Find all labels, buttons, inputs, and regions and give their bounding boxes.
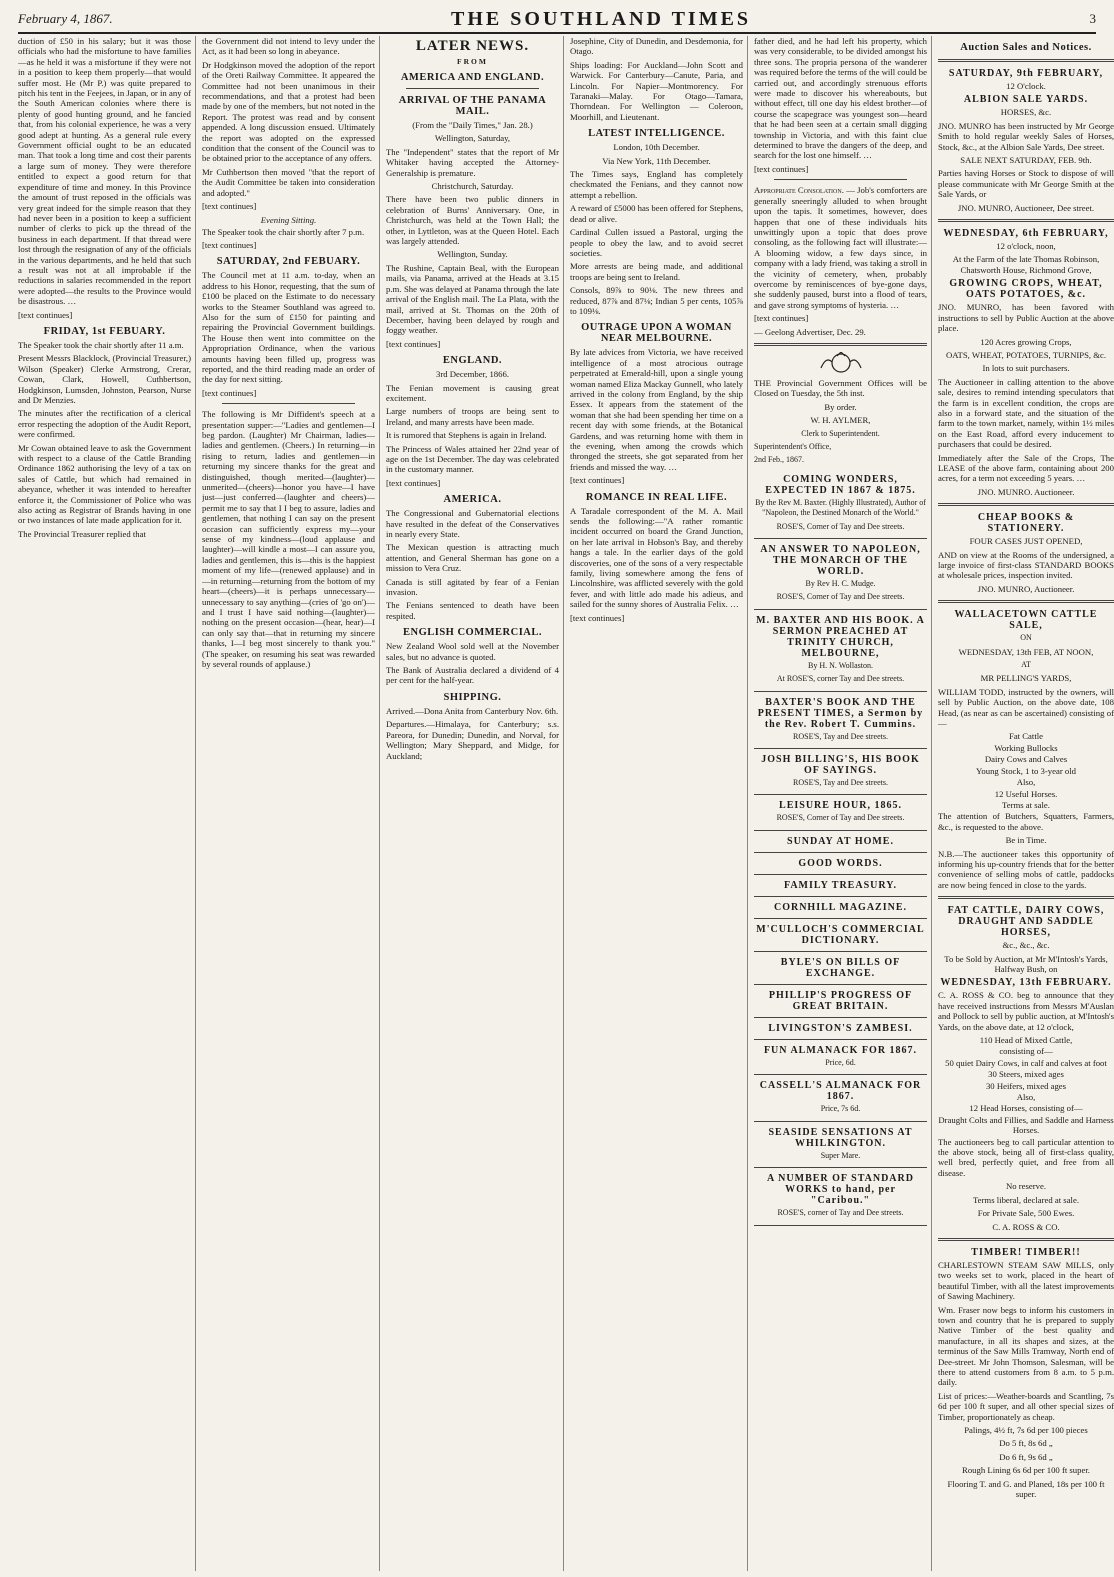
wallacetown-date: WEDNESDAY, 13th FEB, AT NOON,	[958, 646, 1094, 657]
columns	[18, 36, 1114, 1571]
dateline: Wellington, Saturday,	[434, 133, 511, 144]
auction-signature: JNO. MUNRO, Auctioneer, Dee street.	[957, 202, 1095, 213]
divider	[938, 59, 1114, 62]
divider	[938, 896, 1114, 899]
book-ad	[754, 1075, 927, 1121]
divider	[774, 179, 907, 180]
wallacetown-title: WALLACETOWN CATTLE SALE,	[954, 609, 1098, 632]
auction-next: SALE NEXT SATURDAY, FEB. 9th.	[960, 155, 1092, 166]
article-paragraph: [text continues]	[570, 612, 625, 623]
notice-name: W. H. AYLMER,	[810, 415, 871, 426]
book-ad-title: COMING WONDERS, EXPECTED IN 1867 & 1875.	[765, 473, 916, 496]
cheap-books-title: CHEAP BOOKS & STATIONERY.	[977, 512, 1075, 535]
article-paragraph: The Speaker took the chair shortly after 7 p.m.	[202, 226, 365, 237]
book-ad-author: Super Mare.	[820, 1150, 861, 1160]
source-line: (From the "Daily Times," Jan. 28.)	[412, 120, 533, 130]
book-ad	[754, 853, 927, 875]
article-paragraph	[754, 185, 927, 310]
book-ad-shop: ROSE'S, Tay and Dee streets.	[793, 778, 888, 788]
dateline: Via New York, 11th December.	[602, 155, 711, 166]
book-ad-shop: ROSE'S, Corner of Tay and Dee streets.	[776, 592, 905, 602]
list-item: 110 Head of Mixed Cattle,	[979, 1035, 1073, 1045]
auction-note: The Auctioneer in calling attention to the above sale, desires to remind intending speculators that the farm is in excellent condition, the crops are also in a forward state, and the situation of the farm to the town market, namely, within 1½ miles on the East Road, afford every inducement to purchasers that could be desired.	[938, 376, 1114, 450]
auction-place: ALBION SALE YARDS.	[963, 94, 1089, 106]
article-paragraph: A reward of £5000 has been offered for Stephens, dead or alive.	[570, 203, 743, 224]
book-ad-author: By the Rev M. Baxter. (Highly Illustrated), Author of "Napoleon, the Destined Monarch of the World."	[755, 497, 926, 518]
article-paragraph: There have been two public dinners in celebration of Burns' Anniversary. One, in Christchurch, was held at the Town Hall; the other, in Lyttleton, was at the Queen Hotel. Each was largely attended.	[386, 194, 559, 247]
timber-price: Rough Lining 6s 6d per 100 ft super.	[962, 1465, 1090, 1476]
issue-date: February 4, 1867.	[18, 11, 113, 26]
book-ad-title: M. BAXTER AND HIS BOOK. A SERMON PREACHED AT TRINITY CHURCH, MELBOURNE,	[756, 614, 925, 659]
article-paragraph: [text continues]	[202, 239, 257, 250]
notice-title: Clerk to Superintendent.	[801, 428, 880, 438]
timber-price: Do 6 ft, 9s 6d „	[999, 1451, 1053, 1462]
article-paragraph: A Taradale correspondent of the M. A. Mail sends the following:—"A rather romantic incident occurred on board the Grand Junction, on her late arrival in Hobson's Bay, and thereby hangs a tale. In the earlier days of the gold discoveries, one of the sons of a very respectable family, living somewhere among the fens of Lincolnshire, was afflicted severely with the gold fever, and with little ado made his adieus, and sailed for the sunny shores of Australia Felix. …	[570, 505, 743, 610]
consolation-label: Appropriate Consolation.	[754, 185, 844, 196]
america-heading: AMERICA.	[443, 494, 502, 506]
fat-cattle-signature: C. A. ROSS & CO.	[992, 1221, 1060, 1232]
column-4	[570, 36, 748, 1571]
book-ad	[754, 919, 927, 952]
article-paragraph: [text continues]	[386, 338, 441, 349]
auction-date: SATURDAY, 9th FEBRUARY,	[948, 68, 1104, 79]
article-paragraph: By late advices from Victoria, we have received intelligence of a most atrocious outrage perpetrated at Emerald-hill, upon a single young woman named Eliza Mackay Gunnell, who lately arrived in the colony from England, by the ship Essex. It appears from the statement of the woman that she had been spending her time on a recent day with some friends, at the Botanical Gardens, and was returning home with them in the evening, when among the crowds which thronged the streets, she got separated from her friends and missed the way. …	[570, 347, 743, 472]
article-paragraph: It is rumored that Stephens is again in Ireland.	[386, 430, 547, 441]
cheap-books-sub: FOUR CASES JUST OPENED,	[969, 536, 1083, 547]
book-ad-author: By H. N. Wollaston.	[808, 660, 873, 670]
article-paragraph: [text continues]	[18, 309, 73, 320]
auction-lots: In lots to suit purchasers.	[982, 363, 1070, 374]
auction-signature: JNO. MUNRO. Auctioneer.	[977, 486, 1075, 497]
book-ad-title: BAXTER'S BOOK AND THE PRESENT TIMES, a Sermon by the Rev. Robert T. Cummins.	[757, 696, 924, 730]
dateline: Christchurch, Saturday.	[431, 181, 514, 192]
article-paragraph: The Mexican question is attracting much attention, and General Sherman has gone on a mission to Vera Cruz.	[386, 542, 559, 574]
book-ad	[754, 692, 927, 749]
book-ad	[754, 539, 927, 610]
column-6	[938, 36, 1114, 1571]
fat-cattle-sold: To be Sold by Auction, at Mr M'Intosh's Yards, Halfway Bush, on	[944, 953, 1108, 974]
list-item: Terms at sale.	[1002, 799, 1050, 810]
book-ad-title: FAMILY TREASURY.	[783, 879, 898, 891]
outrage-heading: OUTRAGE UPON A WOMAN NEAR MELBOURNE.	[581, 322, 732, 345]
timber-list: List of prices:—Weather-boards and Scantling, 7s 6d per 100 ft super, and all other special sizes of Timber, proportionately as cheap.	[938, 1390, 1114, 1422]
notice-order: By order.	[824, 401, 857, 412]
wallacetown-place: MR PELLING'S YARDS,	[980, 673, 1072, 684]
book-ad	[754, 1168, 927, 1225]
fat-cattle-etc: &c., &c., &c.	[1002, 940, 1050, 951]
commercial-heading: ENGLISH COMMERCIAL.	[402, 627, 542, 639]
book-ad	[754, 897, 927, 919]
list-item: Draught Colts and Fillies, and Saddle and Harness Horses.	[938, 1114, 1114, 1136]
auction-time: 12 o'clock, noon,	[996, 241, 1056, 252]
article-paragraph: Canada is still agitated by fear of a Fenian invasion.	[386, 576, 559, 598]
fat-cattle-private: For Private Sale, 500 Ewes.	[977, 1208, 1075, 1219]
article-paragraph: Large numbers of troops are being sent to Ireland, and many arrests have been made.	[386, 406, 559, 427]
article-paragraph: [text continues]	[202, 387, 257, 398]
auction-signature: JNO. MUNRO, Auctioneer.	[977, 583, 1075, 594]
list-item: 30 Steers, mixed ages	[988, 1069, 1064, 1080]
article-paragraph: Dr Hodgkinson moved the adoption of the report of the Oreti Railway Committee. It appeared the Committee had not been unanimous in their recommendations, and that a protest had been made by one of the members, but not noted in the Report. The protest was read and by consent appended. A long discussion ensued. Ultimately the report was adopted on the expressed condition that the consent of the Council was to be obtained prior to the acceptance of any offers.	[202, 59, 375, 164]
timber-price: Palings, 4½ ft, 7s 6d per 100 pieces	[964, 1425, 1088, 1435]
article-paragraph: Mr Cowan obtained leave to ask the Government with respect to a clause of the Cattle Branding Ordinance 1862 authorising the levy of a tax on sales of Cattle, but which had remained in abeyance, whether it was intended to hereafter enforce it, the Commissioner of Police who was also acting as Registrar of Brands having in one or two instances of late made application for it.	[18, 442, 191, 526]
article-paragraph: [text continues]	[570, 475, 625, 486]
wallacetown-items	[938, 731, 1114, 810]
section-subheading: Evening Sitting.	[260, 214, 317, 225]
book-ad-shop: At ROSE'S, corner Tay and Dee streets.	[776, 674, 905, 684]
article-paragraph: Josephine, City of Dunedin, and Desdemonia, for Otago.	[570, 36, 743, 57]
column-3	[386, 36, 564, 1571]
dateline: Wellington, Sunday.	[437, 249, 508, 260]
shipping-heading: SHIPPING.	[443, 691, 502, 703]
fat-cattle-terms: Terms liberal, declared at sale.	[972, 1194, 1079, 1205]
article-paragraph: [text continues]	[386, 477, 441, 488]
book-ad-shop: ROSE'S, corner of Tay and Dee streets.	[777, 1208, 904, 1218]
book-ad-title: LIVINGSTON'S ZAMBESI.	[768, 1022, 913, 1034]
book-ad	[754, 1122, 927, 1168]
list-item: 12 Head Horses, consisting of—	[969, 1103, 1083, 1114]
timber-body: CHARLESTOWN STEAM SAW MILLS, only two weeks set to work, placed in the heart of beautiful Timber, with all the latest improvements of Sawing Machinery.	[938, 1259, 1114, 1302]
later-news-heading: LATER NEWS.	[415, 38, 530, 54]
timber-title: TIMBER! TIMBER!!	[971, 1246, 1081, 1258]
auction-header: Auction Sales and Notices.	[960, 42, 1092, 53]
book-ad-title: PHILLIP'S PROGRESS OF GREAT BRITAIN.	[768, 989, 913, 1012]
auction-body: JNO. MUNRO has been instructed by Mr George Smith to hold regular weekly Sales of Horses, Stock, &c., at the Albion Sale Yards, Dee street.	[938, 120, 1114, 152]
divider	[938, 503, 1114, 506]
article-paragraph: Ships loading: For Auckland—John Scott and Warwick. For Canterbury—Canute, Paria, and Lincoln. For Napier—Montmorency. For Taranaki—Malay. For Otago—Tamara, Thorndean. For Wellington — Coleroon, Moorhill, and Lieutenant.	[570, 59, 743, 122]
article-paragraph: [text continues]	[754, 163, 809, 174]
article-paragraph: The Fenians sentenced to death have been respited.	[386, 600, 559, 621]
book-ad-title: SEASIDE SENSATIONS AT WHILKINGTON.	[768, 1126, 913, 1149]
list-item: 30 Heifers, mixed ages	[985, 1080, 1067, 1091]
book-ad-author: Price, 6d.	[825, 1057, 856, 1067]
notice-date: 2nd Feb., 1867.	[754, 455, 804, 465]
america-england-heading: AMERICA AND ENGLAND.	[400, 72, 545, 83]
fat-cattle-body: C. A. ROSS & CO. beg to announce that they have received instructions from Messrs M'Auslan and Pollock to sell by public auction, at M'Intosh's Yards, on the above date, at 12 o'clock,	[938, 990, 1114, 1032]
divider	[754, 343, 927, 346]
section-heading: SATURDAY, 2nd FEBUARY.	[216, 256, 361, 268]
book-ad-title: M'CULLOCH'S COMMERCIAL DICTIONARY.	[756, 923, 925, 946]
royal-crest-icon	[818, 352, 864, 374]
wallacetown-nb: N.B.—The auctioneer takes this opportunity of informing his up-country friends that for the better convenience of selling mobs of cattle, paddocks are now being fenced in close to the yards.	[938, 848, 1114, 890]
latest-heading: LATEST INTELLIGENCE.	[588, 128, 725, 140]
auction-crops: OATS, WHEAT, POTATOES, TURNIPS, &c.	[945, 349, 1107, 360]
article-paragraph: The minutes after the rectification of a clerical error respecting the adoption of the Audit Report, were confirmed.	[18, 408, 191, 440]
book-ad-title: CORNHILL MAGAZINE.	[773, 901, 907, 913]
article-paragraph: duction of £50 in his salary; but it was those officials who had the misfortune to have families—as he held it was a misfortune if they were not in a position to keep them properly—that would suffer most. He (Mr P.) was quite prepared to pitch his tent in the Feejees, in Japan, or in any of the South American colonies where there is plenty of good hunting ground, and he fancied that, from his colonial experience, he was a very good adept at hunting. As a general rule every Government official ought to be an educated man. That took a long time and cost their parents a large sum of money. They were therefore entitled to expect a good return for that expenditure of time and money. In this Province the amount of trust reposed in the officials was very great indeed for the simple reason that they had never been in a position to keep a sufficient number of clerks to pick up the thread of the business in each department. If that thread were lost through the resignation of any of the officials in the various departments, and he held that such a result was not at all improbable if the reductions in salaries recommended in the report were adopted—the results to the Province would be disastrous. …	[18, 36, 191, 307]
book-ad	[754, 985, 927, 1018]
book-ad	[754, 1040, 927, 1075]
article-paragraph: the Government did not intend to levy under the Act, as it had been so long in abeyance.	[202, 36, 375, 57]
auction-what: GROWING CROPS, WHEAT, OATS POTATOES, &c.	[949, 278, 1103, 301]
dateline: 3rd December, 1866.	[436, 369, 509, 380]
timber-price: Flooring T. and G. and Planed, 18s per 100 ft super.	[947, 1478, 1105, 1500]
book-ad-title: AN ANSWER TO NAPOLEON, THE MONARCH OF THE WORLD.	[760, 544, 921, 578]
list-item: Also,	[1016, 777, 1036, 788]
list-item: Working Bullocks	[994, 742, 1058, 753]
column-5	[754, 36, 932, 1571]
fat-cattle-note: The auctioneers beg to call particular attention to the above stock, being all of first-class quality, well bred, perfectly quiet, and free from all disease.	[938, 1136, 1114, 1178]
notice-text: THE Provincial Government Offices will be Closed on Tuesday, the 5th inst.	[754, 377, 927, 399]
article-paragraph: The Fenian movement is causing great excitement.	[386, 382, 559, 403]
article-paragraph: Departures.—Himalaya, for Canterbury; s.s. Pareora, for Dunedin; Dunedin, and Norval, for Wellington; Mary Sheppard, and Midge, for Auckland;	[386, 719, 559, 761]
fat-cattle-title: FAT CATTLE, DAIRY COWS, DRAUGHT AND SADDLE HORSES,	[947, 905, 1105, 939]
book-ad-author: By Rev H. C. Mudge.	[805, 579, 876, 589]
england-heading: ENGLAND.	[442, 355, 503, 367]
list-item: Dairy Cows and Calves	[984, 754, 1068, 765]
book-ad-title: GOOD WORDS.	[798, 857, 883, 869]
book-ad-title: LEISURE HOUR, 1865.	[779, 800, 902, 812]
wallacetown-on: ON	[1020, 633, 1032, 643]
list-item: consisting of—	[999, 1046, 1053, 1057]
article-paragraph: — Geelong Advertiser, Dec. 29.	[754, 326, 866, 337]
book-ad	[754, 831, 927, 853]
book-ad-author: Price, 7s 6d.	[820, 1104, 861, 1114]
article-paragraph: The following is Mr Diffident's speech at a presentation supper:—"Ladies and gentlemen—I beg pardon. (Laughter) Mr Chairman, ladies—ladies and gentlemen. (Cheers.) In returning—in rising to return, ladies and gentlemen—in returning my sincere thanks for the great and distinguished, though merited—(laughter)—unmerited—(cheers)—honor you have—I have just—just conferred—(laughter and cheers)—permit me to say that I I beg to assure, ladies and gentlemen, that nothing I can say on the present occasion can sufficiently express my—your sense of my kindness—(loud applause and laughter)—will kindle a most—I can assure you, ladies and gentlemen, this is—this is the happiest moment of my life—(renewed applause) and in—in returning—returning from the bottom of my heart—(cheers)—it is perhaps unnecessary—unnecessary to say anything—(cries of 'go on')—and I trust I have said nothing—(laughter)—nothing on the present occasion—(hear, hear)—I can only say that—that in returning my sincere thanks, I—I beg most sincerely to thank you." (The speaker, on resuming his seat was rewarded by several rounds of applause.)	[202, 409, 375, 669]
heading-from: FROM	[457, 57, 488, 66]
article-paragraph: Mr Cuthbertson then moved "that the report of the Audit Committee be taken into consideration and adopted."	[202, 166, 375, 198]
book-ad-shop: ROSE'S, Tay and Dee streets.	[793, 731, 888, 741]
book-ad-list	[754, 469, 927, 1226]
list-item: 12 Useful Horses.	[994, 788, 1058, 799]
list-item: Also,	[1016, 1092, 1036, 1103]
timber-body: Wm. Fraser now begs to inform his customers in town and country that he is prepared to supply Native Timber of the best quality and manufacture, in all its shapes and sizes, at the terminus of the Saw Mills Tramway, North end of Dee-street. Mr John Thomson, Salesman, will be there to attend customers from 8 a.m. to 5 p.m. daily.	[938, 1304, 1114, 1388]
dateline: London, 10th December.	[613, 142, 700, 153]
book-ad	[754, 795, 927, 830]
cheap-books-body: AND on view at the Rooms of the undersigned, a large invoice of first-class STANDARD BOOKS at wholesale prices, inspection invited.	[938, 549, 1114, 581]
auction-acres: 120 Acres growing Crops,	[980, 336, 1072, 347]
article-paragraph: More arrests are being made, and additional troops are being sent to Ireland.	[570, 261, 743, 282]
article-paragraph: [text continues]	[202, 201, 257, 212]
masthead	[18, 6, 1096, 34]
divider	[406, 88, 539, 89]
book-ad	[754, 875, 927, 897]
wallacetown-note: The attention of Butchers, Squatters, Farmers, &c., is requested to the above.	[938, 811, 1114, 832]
book-ad	[754, 469, 927, 539]
article-paragraph: The Council met at 11 a.m. to-day, when an address to his Honor, requesting, that the sum of £100 be placed on the Estimate to do necessary works to the Steamer Southland was agreed to. Also for the sum of £150 for painting and repairing the Provincial Government buildings. The House then went into committee on the Appropriation Ordinance, when the various amounts having been filled up, progress was reported, and the third reading made an order of the day for next sitting.	[202, 270, 375, 385]
notice-office: Superintendent's Office,	[754, 442, 832, 451]
wallacetown-time: Be in Time.	[1005, 835, 1047, 846]
article-paragraph: Present Messrs Blacklock, (Provincial Treasurer,) Wilson (Speaker) Clerke Armstrong, Crerar, Cowan, Clark, Howell, Cuthbertson, Hodgkinson, Lumsden, Johnston, Pearson, Nurse and Dr Menzies.	[18, 353, 191, 405]
consolation-text: — Job's comforters are generally sneeringly alluded to when brought upon the tapis. It sometimes, however, does happen that one of these individuals hits unwittingly upon a topic that does prove consoling, as the following fact will illustrate:—A blooming widow, a few days since, in company with a lady friend, was taking a stroll in the vicinity of cemetery, when, probably overcome by reminiscences of bye-gone days, she suddenly paused, burst into a flood of tears, and gave strong symptoms of hysteria. …	[754, 185, 928, 310]
newspaper-title: THE SOUTHLAND TIMES	[451, 7, 752, 30]
section-heading: FRIDAY, 1st FEBUARY.	[43, 325, 166, 337]
auction-time: 12 O'clock.	[1006, 81, 1046, 91]
column-2	[202, 36, 380, 1571]
fat-cattle-date: WEDNESDAY, 13th FEBRUARY.	[940, 977, 1112, 989]
book-ad-title: CASSELL'S ALMANACK FOR 1867.	[759, 1080, 922, 1103]
book-ad	[754, 749, 927, 795]
wallacetown-body: WILLIAM TODD, instructed by the owners, will sell by Public Auction, on the above date, 108 Head, (as near as can be ascertained) consisting of—	[938, 686, 1114, 729]
fat-cattle-items	[938, 1035, 1114, 1136]
book-ad-shop: ROSE'S, Corner of Tay and Dee streets.	[776, 813, 905, 823]
romance-heading: ROMANCE IN REAL LIFE.	[585, 491, 728, 503]
wallacetown-at: AT	[1021, 660, 1031, 670]
article-paragraph: The Provincial Treasurer replied that	[18, 528, 146, 539]
list-item: Fat Cattle	[1008, 731, 1044, 742]
list-item: 50 quiet Dairy Cows, in calf and calves at foot	[945, 1057, 1107, 1068]
divider	[938, 600, 1114, 603]
auction-place: At the Farm of the late Thomas Robinson, Chatsworth House, Richmond Grove,	[952, 254, 1100, 275]
book-ad	[754, 1018, 927, 1040]
auction-body: JNO. MUNRO, has been favored with instructions to sell by Public Auction at the above place.	[938, 302, 1114, 334]
list-item: Young Stock, 1 to 3-year old	[976, 765, 1076, 776]
article-paragraph: The "Independent" states that the report of Mr Whitaker having accepted the Attorney-Generalship is premature.	[386, 146, 559, 178]
auction-what: HORSES, &c.	[1000, 107, 1052, 118]
timber-price: Do 5 ft, 8s 6d „	[999, 1438, 1053, 1449]
article-paragraph: The Princess of Wales attained her 22nd year of age on the 1st December. The day was celebrated in the customary manner.	[386, 443, 559, 475]
article-paragraph: The Speaker took the chair shortly after 11 a.m.	[18, 339, 184, 350]
book-ad-title: BYLE'S ON BILLS OF EXCHANGE.	[780, 956, 901, 979]
auction-note: Parties having Horses or Stock to dispose of will please communicate with Mr George Smith at the Sale Yards, or	[938, 168, 1114, 200]
panama-mail-heading: ARRIVAL OF THE PANAMA MAIL.	[398, 95, 547, 117]
article-paragraph: Cardinal Cullen issued a Pastoral, urging the people to obey the law, and to avoid secret societies.	[570, 227, 743, 258]
divider	[938, 219, 1114, 222]
article-paragraph: The Bank of Australia declared a dividend of 4 per cent for the half-year.	[386, 665, 559, 686]
book-ad	[754, 610, 927, 692]
article-paragraph: The Rushine, Captain Beal, with the European mails, via Panama, arrived at the Heads at 3.15 p.m. She was delayed at Panama through the late arrival of the English mail. The La Plata, with the mail, arrived at St. Thomas on the 20th of December, having been delayed by rough and foggy weather.	[386, 262, 559, 336]
article-paragraph: The Times says, England has completely checkmated the Fenians, and they cannot now attempt a rebellion.	[570, 169, 743, 200]
book-ad-title: SUNDAY AT HOME.	[787, 835, 894, 847]
article-paragraph: New Zealand Wool sold well at the November sales, but no advance is quoted.	[386, 641, 559, 662]
article-paragraph: Arrived.—Dona Anita from Canterbury Nov. 6th.	[386, 705, 559, 716]
article-paragraph: father died, and he had left his property, which was very considerable, to be divided amongst his three sons. The propria persona of the wanderer was required before the terms of the will could be carried out, and accordingly strenuous efforts were made to discover his whereabouts, but without effect, till one day his eldest brother—of course the scapegrace was youngest son—heard that he had been seen at a certain small digging township in Victoria, and with this faint clue determined to brave the dangers of the deep, and search for the lost one himself. …	[754, 36, 927, 161]
book-ad-title: A NUMBER OF STANDARD WORKS to hand, per "Caribou."	[767, 1173, 914, 1207]
book-ad-shop: ROSE'S, Corner of Tay and Dee streets.	[776, 521, 905, 531]
book-ad-title: JOSH BILLING'S, HIS BOOK OF SAYINGS.	[761, 754, 920, 777]
auction-note: Immediately after the Sale of the Crops, The LEASE of the above farm, containing about 200 acres, for a term not exceeding 5 years. …	[938, 452, 1114, 484]
divider	[222, 403, 355, 404]
page-number: 3	[1089, 11, 1096, 26]
column-1	[18, 36, 196, 1571]
book-ad-title: FUN ALMANACK FOR 1867.	[763, 1044, 918, 1056]
article-paragraph: Consols, 89⅞ to 90⅛. The new threes and reduced, 87⅞ and 87⅛; Indian 5 per cents, 105⅞ to 109⅛.	[570, 285, 743, 316]
book-ad	[754, 952, 927, 985]
article-paragraph: The Congressional and Gubernatorial elections have resulted in the defeat of the Conservatives in nearly every State.	[386, 508, 559, 539]
article-paragraph: [text continues]	[754, 313, 809, 324]
divider	[938, 1238, 1114, 1241]
fat-cattle-noreserve: No reserve.	[1005, 1181, 1047, 1192]
auction-date: WEDNESDAY, 6th FEBRUARY,	[943, 228, 1109, 240]
